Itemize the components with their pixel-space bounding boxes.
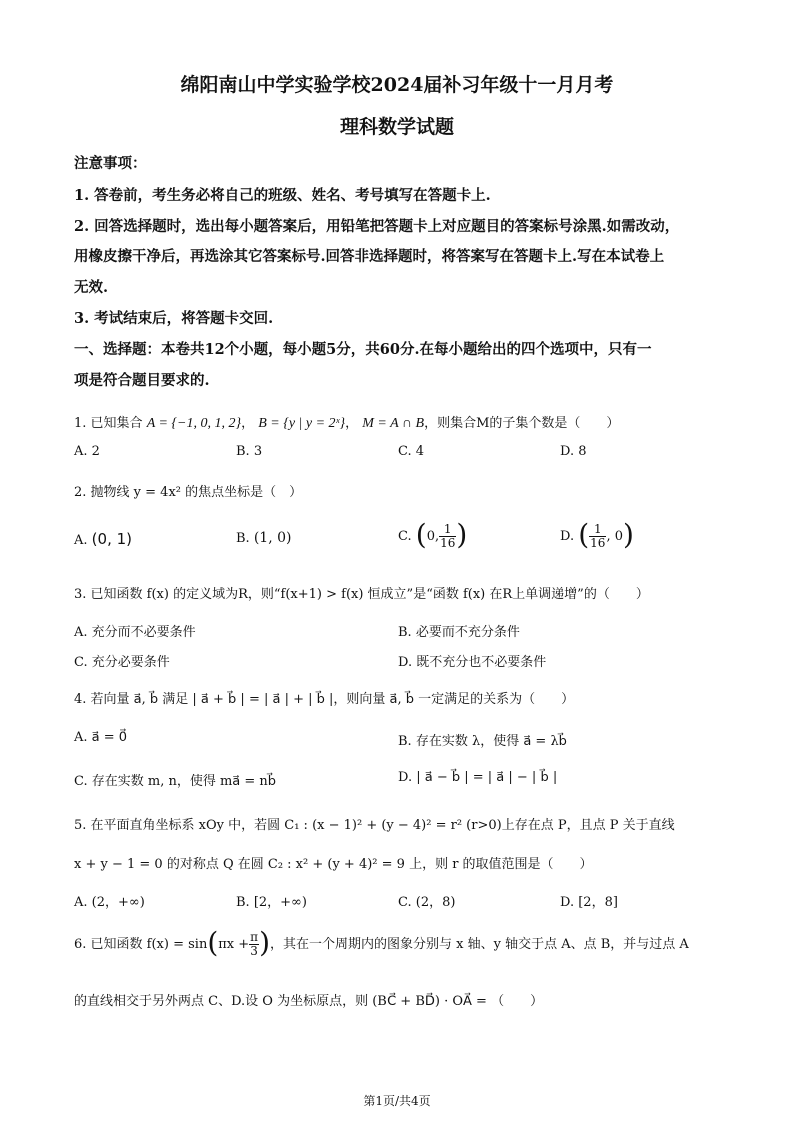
q6-fraction: $\frac{\pi}{3}$: [250, 930, 259, 958]
note-1: 1. 答卷前，考生务必将自己的班级、姓名、考号填写在答题卡上.: [74, 187, 491, 204]
q6-argument: πx +: [218, 937, 250, 952]
q5-option-a: A. (2，+∞): [74, 895, 145, 910]
q3-option-c: C. 充分必要条件: [74, 655, 170, 670]
q2-option-c: C. (0, $\frac{1}{16}$ ): [398, 518, 468, 551]
q4-option-c: C. 存在实数 m, n，使得 ma⃗ = nb⃗: [74, 774, 277, 789]
q2-option-d-fraction: $\frac{1}{16}$: [590, 522, 606, 550]
q3-option-a: A. 充分而不必要条件: [74, 625, 196, 640]
q2-option-a: A. (0, 1): [74, 530, 132, 548]
question-6-line-2: 的直线相交于另外两点 C、D.设 O 为坐标原点，则 (BC⃗ + BD⃗) · OA⃗ = （ ）: [74, 994, 544, 1009]
q5-option-c: C. (2，8): [398, 895, 456, 910]
exam-subtitle: 理科数学试题: [339, 116, 454, 138]
question-4-stem: 4. 若向量 a⃗, b⃗ 满足 | a⃗ + b⃗ | = | a⃗ | + | b⃗ |，则向量 a⃗, b⃗ 一定满足的关系为（ ）: [74, 692, 575, 707]
q5-option-d: D. [2，8]: [560, 895, 618, 910]
note-3: 3. 考试结束后，将答题卡交回.: [74, 310, 274, 327]
q4-option-d: D. | a⃗ − b⃗ | = | a⃗ | − | b⃗ |: [398, 770, 558, 785]
q2-option-d: D. ( $\frac{1}{16}$ , 0): [560, 518, 634, 551]
question-5-line-1: 5. 在平面直角坐标系 xOy 中，若圆 C₁ : (x − 1)² + (y − 4)² = r² (r>0)上存在点 P，且点 P 关于直线: [74, 818, 675, 833]
question-1-stem: 1. 已知集合 A = {−1, 0, 1, 2}， B = {y | y = 2ˣ}， M = A ∩ B，则集合M的子集个数是（ ）: [74, 416, 620, 431]
q2-option-c-fraction: $\frac{1}{16}$: [440, 522, 456, 550]
q1-set-m: M = A ∩ B: [362, 416, 425, 431]
q2-option-d-value: , 0: [606, 529, 623, 544]
notes-heading: 注意事项：: [74, 155, 147, 172]
q1-set-b: B = {y | y = 2ˣ}: [258, 416, 346, 431]
q2-option-b: B. (1, 0): [236, 530, 292, 546]
note-2-line-1: 2. 回答选择题时，选出每小题答案后，用铅笔把答题卡上对应题目的答案标号涂黑.如需改动，: [74, 218, 680, 235]
page-footer: 第1页/共4页: [363, 1094, 431, 1108]
q1-option-b: B. 3: [236, 444, 263, 459]
question-5-line-2: x + y − 1 = 0 的对称点 Q 在圆 C₂ : x² + (y + 4)² = 9 上，则 r 的取值范围是（ ）: [74, 857, 593, 872]
q1-suffix: ，则集合M的子集个数是（ ）: [424, 416, 620, 431]
section-1-heading-line-2: 项是符合题目要求的.: [74, 372, 210, 389]
q2-option-a-value: (0, 1): [91, 530, 132, 548]
section-1-heading-line-1: 一、选择题：本卷共12个小题，每小题5分，共60分.在每小题给出的四个选项中，只有一: [74, 341, 652, 358]
question-2-stem: 2. 抛物线 y = 4x² 的焦点坐标是（ ）: [74, 485, 303, 500]
q4-option-b: B. 存在实数 λ，使得 a⃗ = λb⃗: [398, 734, 567, 749]
q4-option-a: A. a⃗ = 0⃗: [74, 730, 128, 745]
q2-option-b-value: (1, 0): [253, 530, 292, 546]
q1-set-a: A = {−1, 0, 1, 2}: [146, 416, 242, 431]
note-2-line-3: 无效.: [74, 279, 109, 296]
q1-option-a: A. 2: [74, 444, 100, 459]
exam-title: 绵阳南山中学实验学校2024届补习年级十一月月考: [180, 74, 614, 96]
q5-option-b: B. [2，+∞): [236, 895, 307, 910]
q1-prefix: 1. 已知集合: [74, 416, 143, 431]
question-3-stem: 3. 已知函数 f(x) 的定义域为R，则“f(x+1) > f(x) 恒成立”是“函数 f(x) 在R上单调递增”的（ ）: [74, 587, 649, 602]
q2-option-c-value: 0,: [426, 529, 440, 544]
q1-option-d: D. 8: [560, 444, 587, 459]
question-6-line-1: 6. 已知函数 f(x) = sin(πx + $\frac{\pi}{3}$ )，其在一个周期内的图象分别与 x 轴、y 轴交于点 A、点 B，并与过点 A: [74, 926, 689, 959]
q3-option-d: D. 既不充分也不必要条件: [398, 655, 547, 670]
q3-option-b: B. 必要而不充分条件: [398, 625, 520, 640]
note-2-line-2: 用橡皮擦干净后，再选涂其它答案标号.回答非选择题时，将答案写在答题卡上.写在本试卷上: [74, 248, 665, 265]
q1-option-c: C. 4: [398, 444, 425, 459]
